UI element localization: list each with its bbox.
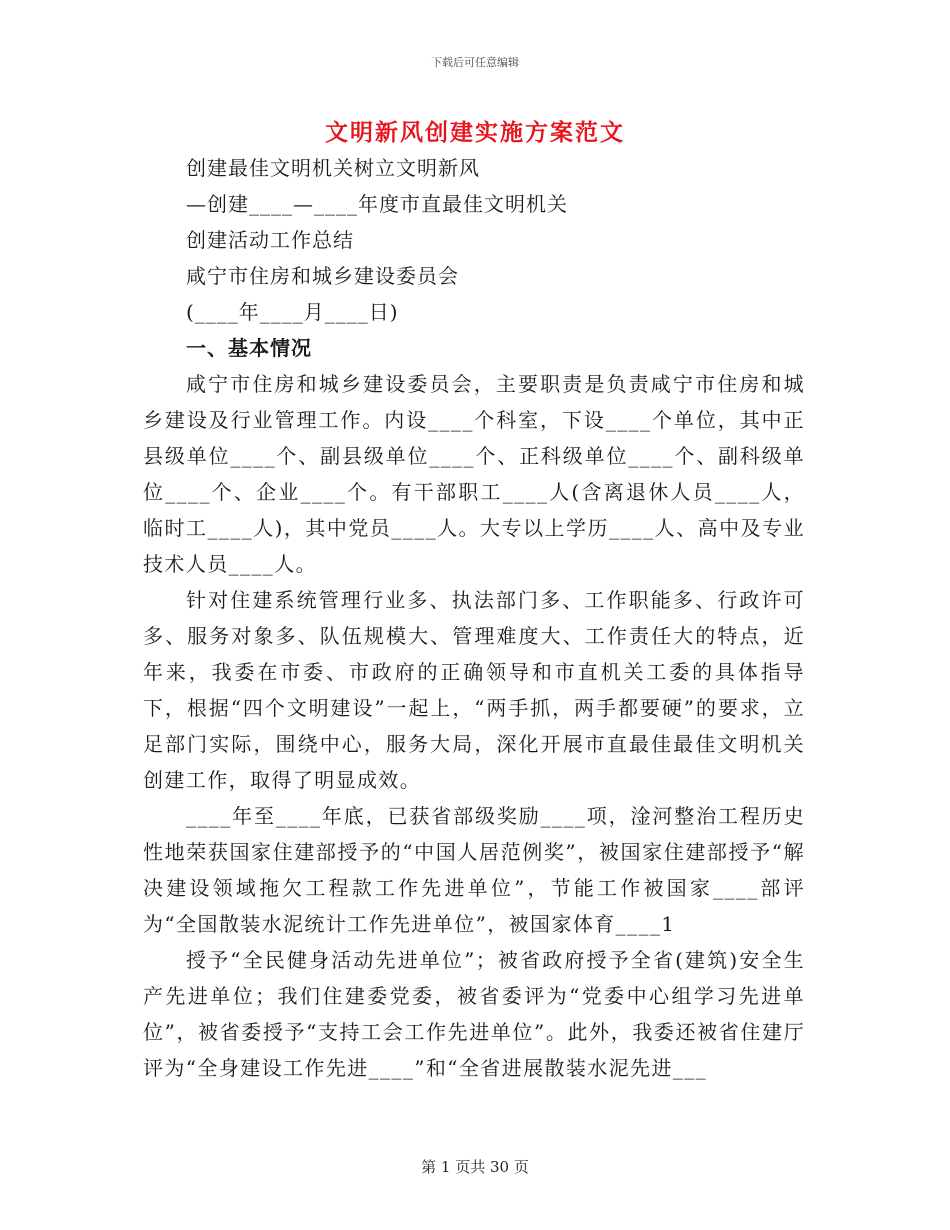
body-paragraph: ____年至____年底，已获省部级奖励____项，淦河整治工程历史性地荣获国家住建部授予的“中国人居范例奖”，被国家住建部授予“解决建设领域拖欠工程款工作先进单位”，节能工作被国家____部评为“全国散装水泥统计工作先进单位”，被国家体育____1	[143, 804, 805, 936]
document-body	[143, 150, 805, 1086]
intro-line: 创建活动工作总结	[186, 228, 354, 252]
intro-line: (____年____月____日)	[186, 300, 399, 324]
page-footer: 第 1 页共 30 页	[421, 1158, 529, 1176]
section-heading: 一、基本情况	[186, 336, 312, 360]
intro-line: 咸宁市住房和城乡建设委员会	[186, 264, 459, 288]
page-header-note: 下载后可任意编辑	[431, 56, 519, 69]
body-paragraph: 针对住建系统管理行业多、执法部门多、工作职能多、行政许可多、服务对象多、队伍规模大、管理难度大、工作责任大的特点，近年来，我委在市委、市政府的正确领导和市直机关工委的具体指导下，根据“四个文明建设”一起上，“两手抓，两手都要硬”的要求，立足部门实际，围绕中心，服务大局，深化开展市直最佳最佳文明机关创建工作，取得了明显成效。	[143, 588, 805, 792]
intro-line: —创建____—____年度市直最佳文明机关	[186, 192, 568, 216]
body-paragraph: 授予“全民健身活动先进单位”；被省政府授予全省(建筑)安全生产先进单位；我们住建委党委，被省委评为“党委中心组学习先进单位”，被省委授予“支持工会工作先进单位”。此外，我委还被省住建厅评为“全身建设工作先进____”和“全省进展散装水泥先进___	[143, 948, 805, 1080]
document-title: 文明新风创建实施方案范文	[325, 119, 625, 146]
body-paragraph: 咸宁市住房和城乡建设委员会，主要职责是负责咸宁市住房和城乡建设及行业管理工作。内设____个科室，下设____个单位，其中正县级单位____个、副县级单位____个、正科级单位____个、副科级单位____个、企业____个。有干部职工____人(含离退休人员____人，临时工____人)，其中党员____人。大专以上学历____人、高中及专业技术人员____人。	[143, 372, 805, 576]
intro-line: 创建最佳文明机关树立文明新风	[186, 156, 480, 180]
